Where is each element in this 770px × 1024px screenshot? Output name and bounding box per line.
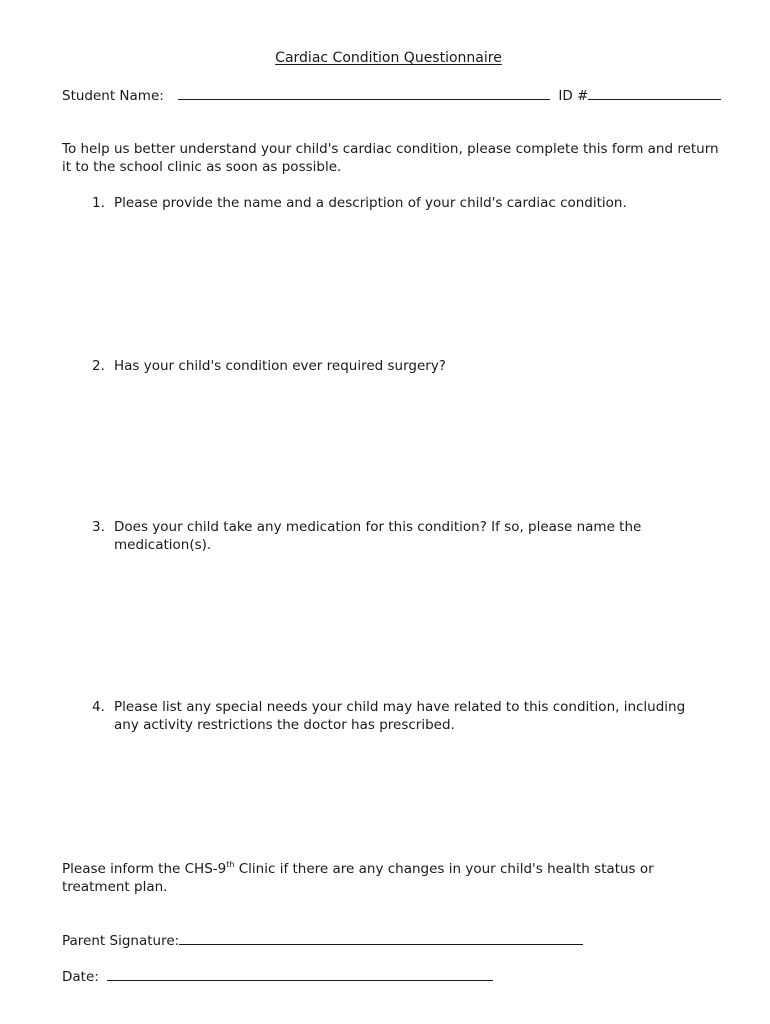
parent-signature-row bbox=[62, 932, 583, 949]
notice-paragraph bbox=[62, 860, 702, 896]
question-1 bbox=[92, 194, 712, 212]
answer-area-3[interactable] bbox=[114, 562, 714, 692]
notice-text-start: Please inform the CHS-9 bbox=[62, 861, 227, 877]
question-text: Please provide the name and a description of your child's cardiac condition. bbox=[114, 195, 627, 211]
question-text: Does your child take any medication for this condition? If so, please name the medication(s). bbox=[114, 519, 642, 553]
question-number: 2. bbox=[92, 358, 105, 374]
answer-area-2[interactable] bbox=[114, 383, 714, 513]
question-4 bbox=[92, 698, 712, 734]
question-number: 1. bbox=[92, 195, 105, 211]
intro-paragraph: To help us better understand your child's cardiac condition, please complete this form and return it to the school clinic as soon as possible. bbox=[62, 141, 719, 175]
notice-text-end: Clinic if there are any changes in your child's health status or treatment plan. bbox=[62, 861, 654, 895]
student-name-label: Student Name: bbox=[62, 88, 164, 104]
student-id-field[interactable] bbox=[588, 87, 721, 100]
parent-signature-label: Parent Signature: bbox=[62, 933, 180, 949]
page-title: Cardiac Condition Questionnaire bbox=[275, 50, 502, 66]
student-info-row bbox=[62, 87, 721, 104]
id-label: ID # bbox=[558, 88, 589, 104]
answer-area-4[interactable] bbox=[114, 742, 714, 852]
question-number: 3. bbox=[92, 519, 105, 535]
student-name-field[interactable] bbox=[178, 87, 550, 100]
notice-superscript: th bbox=[226, 860, 235, 869]
date-row bbox=[62, 968, 493, 985]
question-2 bbox=[92, 357, 712, 375]
date-label: Date: bbox=[62, 969, 99, 985]
question-number: 4. bbox=[92, 699, 105, 715]
question-text: Has your child's condition ever required surgery? bbox=[114, 358, 446, 374]
answer-area-1[interactable] bbox=[114, 220, 714, 350]
question-3 bbox=[92, 518, 712, 554]
parent-signature-field[interactable] bbox=[179, 932, 583, 945]
date-field[interactable] bbox=[107, 968, 493, 981]
question-text: Please list any special needs your child may have related to this condition, including any activity restrictions the doctor has prescribed. bbox=[114, 699, 686, 733]
